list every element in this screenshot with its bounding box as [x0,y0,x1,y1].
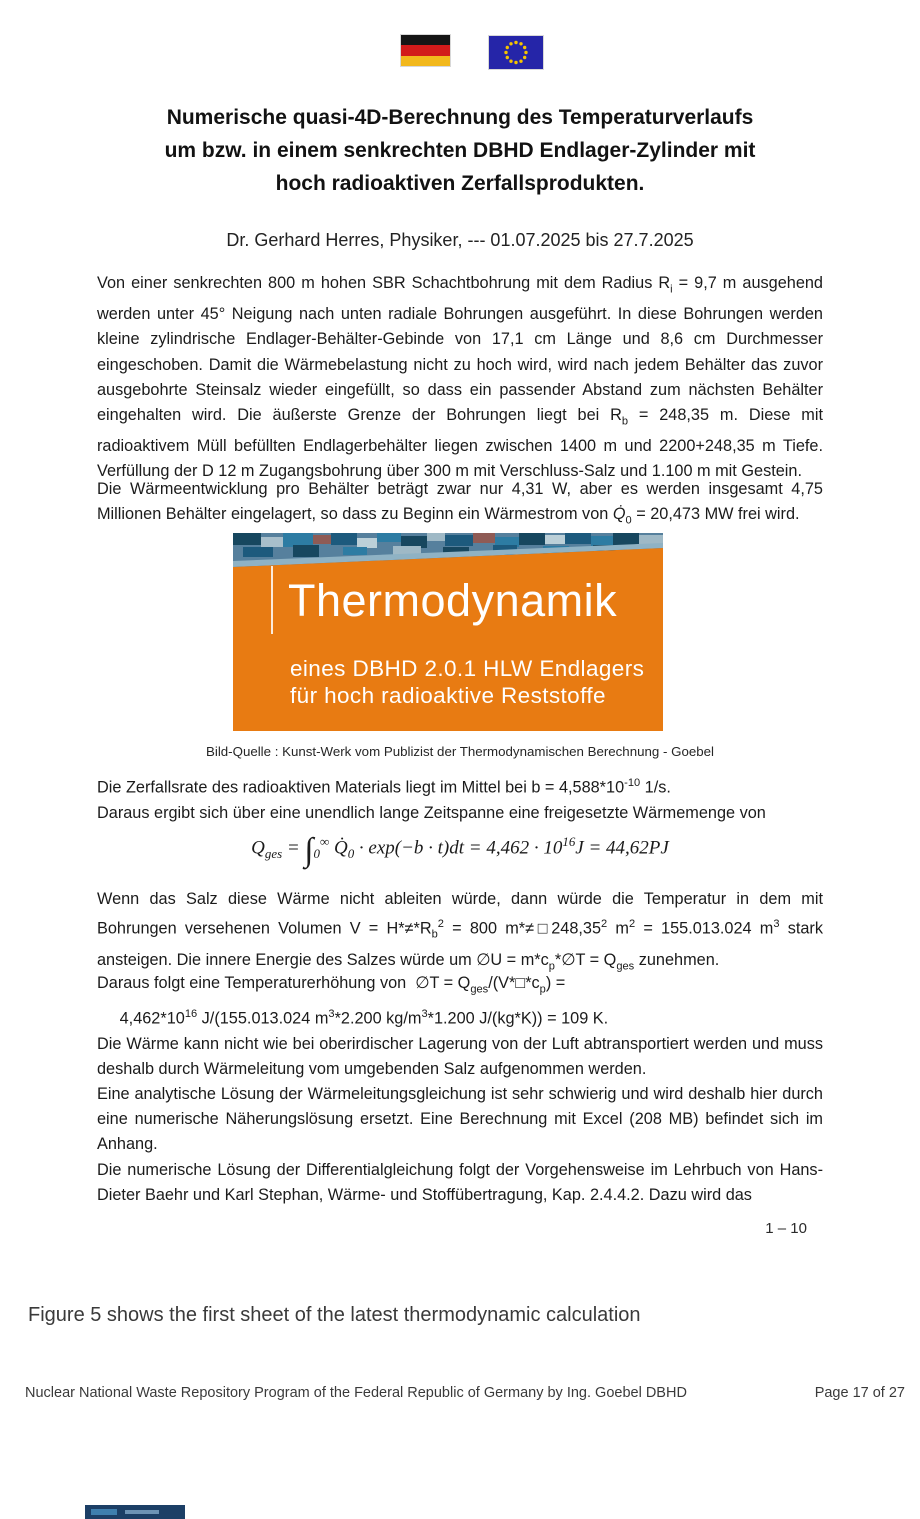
cropped-preview-accent-2 [125,1510,159,1514]
figure-heading: Thermodynamik [288,575,618,626]
title-line-1: Numerische quasi-4D-Berechnung des Temperaturverlaufs [166,106,754,129]
figure-subtitle-line-1: eines DBHD 2.0.1 HLW Endlagers [290,656,645,681]
figure-thermodynamik [233,533,663,731]
internal-page-number: 1 – 10 [765,1220,807,1237]
figure-subtitle [290,655,644,709]
eu-flag-icon [489,36,543,69]
footer-program-text: Nuclear National Waste Repository Program of the Federal Republic of Germany by Ing. Goebel DBHD [25,1385,687,1401]
author-line: Dr. Gerhard Herres, Physiker, --- 01.07.2025 bis 27.7.2025 [226,230,694,250]
formula-qges: $Q_{ges} = \int_0^\infty$ $Q̇_0 \cdot \exp(-b \cdot t)dt = 4,462 \cdot 10^{16}J = 44,62PJ$ [251,831,669,869]
figure-5-note: Figure 5 shows the first sheet of the latest thermodynamic calculation [28,1304,641,1326]
paragraph-4: Wenn das Salz diese Wärme nicht ableiten würde, dann würde die Temperatur in dem mit Bohrungen versehenen Volumen $V = H*\ne*R_b^2 = 800$ $m*\ne□248,35^2$ $m^2 = 155.013.024$ $m^3$ stark ansteigen. Die innere Energie des Salzes würde um ∅U = $m*c_p*\emptyset T = Q_{ges}$ zunehmen. [97,890,823,973]
document-title [0,101,920,200]
paragraph-6: Die numerische Lösung der Differentialgleichung folgt der Vorgehensweise im Lehrbuch von Hans-Dieter Baehr und Karl Stephan, Wärme- und Stoffübertragung, Kap. 2.4.4.2. Dazu wird das [97,1161,823,1205]
title-line-3: hoch radioaktiven Zerfallsprodukten. [275,172,645,195]
figure-accent-line [271,566,273,634]
title-line-2: um bzw. in einem senkrechten DBHD Endlager-Zylinder mit [164,139,756,162]
german-flag-icon [401,35,450,66]
figure-caption: Bild-Quelle : Kunst-Werk vom Publizist der Thermodynamischen Berechnung - Goebel [206,744,714,759]
paragraph-2: Die Wärmeentwicklung pro Behälter beträgt zwar nur 4,31 W, aber es werden insgesamt 4,75 Millionen Behälter eingelagert, so dass zu Beginn ein Wärmestrom von $Q̇_0 = 20,473$ MW frei wird. [97,480,823,527]
page-footer [25,1385,905,1401]
footer-page-indicator: Page 17 of 27 [814,1385,905,1401]
cropped-next-page-preview [85,1505,185,1519]
figure-header-pattern [233,533,663,567]
paragraph-1: Von einer senkrechten 800 m hohen SBR Schachtbohrung mit dem Radius $R_i = 9,7$ m ausgehend werden unter 45° Neigung nach unten radiale Bohrungen ausgeführt. In diese Bohrungen werden kleine zylindrische Endlager-Behälter-Gebinde von 17,1 cm Länge und 8,6 cm Durchmesser eingeschoben. Damit die Wärmebelastung nicht zu hoch wird, wird nach jedem Behälter das zuvor ausgebohrte Steinsalz wieder eingefüllt, so dass ein passender Abstand zum nächsten Behälter eingehalten wird. Die äußerste Grenze der Bohrungen liegt bei $R_b = 248,35$ m. Diese mit radioaktivem Müll befüllten Endlagerbehälter liegen zwischen 1400 m und 2200+248,35 m Tiefe. Verfüllung der D 12 m Zugangsbohrung über 300 m mit Verschluss-Salz und 1.100 m mit Gestein. [97,274,824,481]
figure-subtitle-line-2: für hoch radioaktive Reststoffe [290,683,606,708]
cropped-preview-accent [91,1509,117,1515]
paragraph-3: Die Zerfallsrate des radioaktiven Materials liegt im Mittel bei $b = 4,588*10^{-10}$ 1/s. Daraus ergibt sich über eine unendlich lange Zeitspanne eine freigesetzte Wärmemenge von [97,777,766,822]
paragraph-5: Daraus folgt eine Temperaturerhöhung von ∅T = $Q_{ges}/(V*□*c_p)$ = $4,462*10^{16}$ J/(155.013.024 $m^3*2.200$ $kg/m^3*1.200$ J/(kg*K)) = 109 K. Die Wärme kann nicht wie bei oberirdischer Lagerung von der Luft abtransportiert werden und muss deshalb durch Wärmeleitung vom umgebenden Salz aufgenommen werden. Eine analytische Lösung der Wärmeleitungsgleichung ist sehr schwierig und wird deshalb hier durch eine numerische Näherungslösung ersetzt. Eine Berechnung mit Excel (208 MB) befindet sich im Anhang. [97,974,823,1154]
